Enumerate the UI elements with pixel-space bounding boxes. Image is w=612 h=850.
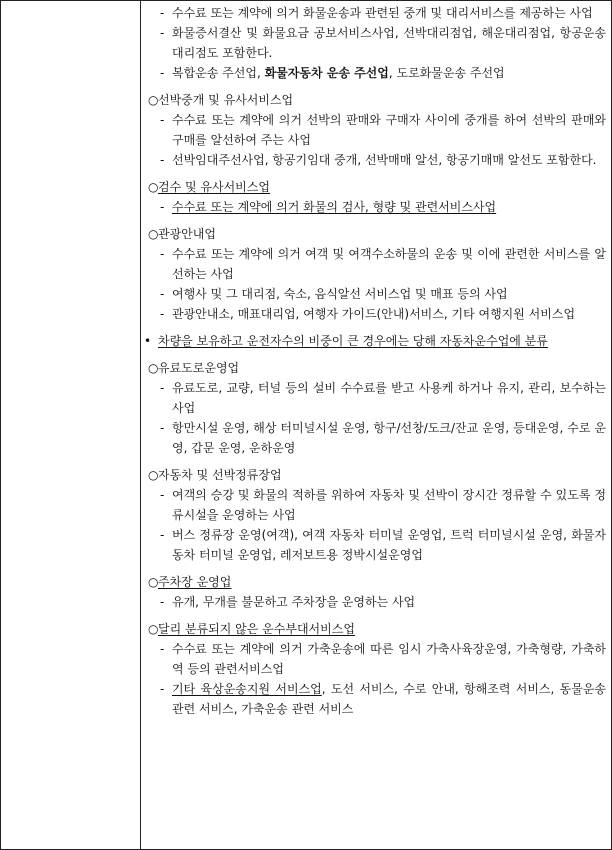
dot-bullet-icon: • <box>144 334 152 348</box>
item-text <box>172 307 575 321</box>
classification-note <box>144 331 606 351</box>
item-list <box>148 3 606 83</box>
dash-marker: - <box>160 26 165 40</box>
item-text <box>172 642 606 676</box>
text-run: 유개, 무개를 불문하고 주차장을 운영하는 사업 <box>172 595 416 609</box>
circle-bullet-icon: ○ <box>148 468 159 482</box>
text-run: 선박임대주선사업, 항공기임대 중개, 선박매매 알선, 항공기매매 알선도 포함한다. <box>172 153 597 167</box>
list-item <box>148 63 606 83</box>
text-run: 화물자동차 운송 주선업 <box>264 66 389 80</box>
dash-marker: - <box>160 287 165 301</box>
dash-marker: - <box>160 200 165 214</box>
dash-marker: - <box>160 421 165 435</box>
text-run: 항만시설 운영, 해상 터미널시설 운영, 항구/선창/도크/잔교 운영, 등대운영, 수로 운영, 갑문 운영, 운하운영 <box>172 421 606 455</box>
note-text: 차량을 보유하고 운전자수의 비중이 큰 경우에는 당해 자동차운수업에 분류 <box>158 334 548 348</box>
section-header <box>148 177 606 197</box>
item-list <box>148 378 606 458</box>
item-list <box>148 592 606 612</box>
dash-marker: - <box>160 6 165 20</box>
dash-marker: - <box>160 247 165 261</box>
text-run: 여행사 및 그 대리점, 숙소, 음식알선 서비스업 및 매표 등의 사업 <box>172 287 508 301</box>
text-run: 수수료 또는 계약에 의거 화물운송과 관련된 중개 및 대리서비스를 제공하는 사업 <box>172 6 593 20</box>
list-item <box>148 3 606 23</box>
section-header <box>148 224 606 244</box>
item-list <box>148 197 606 217</box>
item-text <box>172 682 606 716</box>
text-run: 수수료 또는 계약에 의거 가축운송에 따른 임시 가축사육장운영, 가축형량, 가축하역 등의 관련서비스업 <box>172 642 606 676</box>
text-run: 버스 정류장 운영(여객), 여객 자동차 터미널 운영업, 트럭 터미널시설 운영, 화물자동차 터미널 운영업, 레저보트용 정박시설운영업 <box>172 528 606 562</box>
section-header <box>148 572 606 592</box>
item-text <box>172 66 505 80</box>
dash-marker: - <box>160 595 165 609</box>
text-run: , 도로화물운송 주선업 <box>388 66 505 80</box>
section-other-aux <box>148 619 606 719</box>
dash-marker: - <box>160 153 165 167</box>
list-item <box>148 485 606 525</box>
dash-marker: - <box>160 66 165 80</box>
text-run: 여객의 승강 및 화물의 적하를 위하여 자동차 및 선박이 장시간 정류할 수 있도록 정류시설을 운영하는 사업 <box>172 488 606 522</box>
circle-bullet-icon: ○ <box>148 93 159 107</box>
item-text <box>172 6 593 20</box>
text-run: 기타 육상운송지원 서비스업 <box>172 682 322 696</box>
section-header <box>148 619 606 639</box>
circle-bullet-icon: ○ <box>148 180 159 194</box>
section-title: 검수 및 유사서비스업 <box>158 180 270 194</box>
list-item <box>148 639 606 679</box>
section-header <box>148 465 606 485</box>
list-item <box>148 110 606 150</box>
section-title: 관광안내업 <box>158 227 216 241</box>
text-run: 수수료 또는 계약에 의거 여객 및 여객수소하물의 운송 및 이에 관련한 서비스를 알선하는 사업 <box>172 247 606 281</box>
section-toll-road <box>148 358 606 458</box>
text-run: 수수료 또는 계약에 의거 화물의 검사, 형량 및 관련서비스사업 <box>172 200 497 214</box>
list-item <box>148 592 606 612</box>
section-title: 선박중개 및 유사서비스업 <box>158 93 294 107</box>
dash-marker: - <box>160 642 165 656</box>
dash-marker: - <box>160 488 165 502</box>
circle-bullet-icon: ○ <box>148 622 159 636</box>
circle-bullet-icon: ○ <box>148 575 159 589</box>
item-text <box>172 488 606 522</box>
section-header <box>148 90 606 110</box>
list-item <box>148 679 606 719</box>
section-title: 유료도로운영업 <box>158 361 240 375</box>
list-item <box>148 244 606 284</box>
dash-marker: - <box>160 682 165 696</box>
item-text <box>172 287 508 301</box>
dash-marker: - <box>160 307 165 321</box>
circle-bullet-icon: ○ <box>148 227 159 241</box>
item-text <box>172 595 415 609</box>
text-run: 관광안내소, 매표대리업, 여행자 가이드(안내)서비스, 기타 여행지원 서비스업 <box>172 307 576 321</box>
dash-marker: - <box>160 113 165 127</box>
text-run: 화물증서결산 및 화물요금 공보서비스사업, 선박대리점업, 해운대리점업, 항공운송 대리점도 포함한다. <box>172 26 606 60</box>
dash-marker: - <box>160 381 165 395</box>
list-item <box>148 304 606 324</box>
item-list <box>148 110 606 170</box>
section-freight-agency <box>148 3 606 83</box>
text-run: , 도선 서비스, 수로 안내, 항해조력 서비스, 동물운송 관련 서비스, 가축운송 관련 서비스 <box>172 682 606 716</box>
item-list <box>148 639 606 719</box>
list-item <box>148 525 606 565</box>
item-text <box>172 113 606 147</box>
list-item <box>148 23 606 63</box>
item-text <box>172 200 496 214</box>
section-tour-guide <box>148 224 606 324</box>
dash-marker: - <box>160 528 165 542</box>
item-text <box>172 26 606 60</box>
item-text <box>172 381 606 415</box>
column-divider <box>140 0 141 849</box>
list-item <box>148 284 606 304</box>
item-text <box>172 528 606 562</box>
section-ship-brokerage <box>148 90 606 170</box>
section-inspection <box>148 177 606 217</box>
section-title: 자동차 및 선박정류장업 <box>158 468 282 482</box>
list-item <box>148 418 606 458</box>
circle-bullet-icon: ○ <box>148 361 159 375</box>
list-item <box>148 378 606 418</box>
list-item <box>148 150 606 170</box>
text-run: 수수료 또는 계약에 의거 선박의 판매와 구매자 사이에 중개를 하여 선박의 판매와 구매를 알선하여 주는 사업 <box>172 113 606 147</box>
section-parking <box>148 572 606 612</box>
section-title: 주차장 운영업 <box>158 575 232 589</box>
text-run: 유료도로, 교량, 터널 등의 설비 수수료를 받고 사용케 하거나 유지, 관리, 보수하는 사업 <box>172 381 606 415</box>
item-text <box>172 247 606 281</box>
section-header <box>148 358 606 378</box>
item-text <box>172 153 597 167</box>
section-title: 달리 분류되지 않은 운수부대서비스업 <box>158 622 355 636</box>
item-list <box>148 485 606 565</box>
document-content <box>144 3 606 726</box>
list-item <box>148 197 606 217</box>
item-text <box>172 421 606 455</box>
section-terminal <box>148 465 606 565</box>
item-list <box>148 244 606 324</box>
text-run: 복합운송 주선업, <box>172 66 265 80</box>
